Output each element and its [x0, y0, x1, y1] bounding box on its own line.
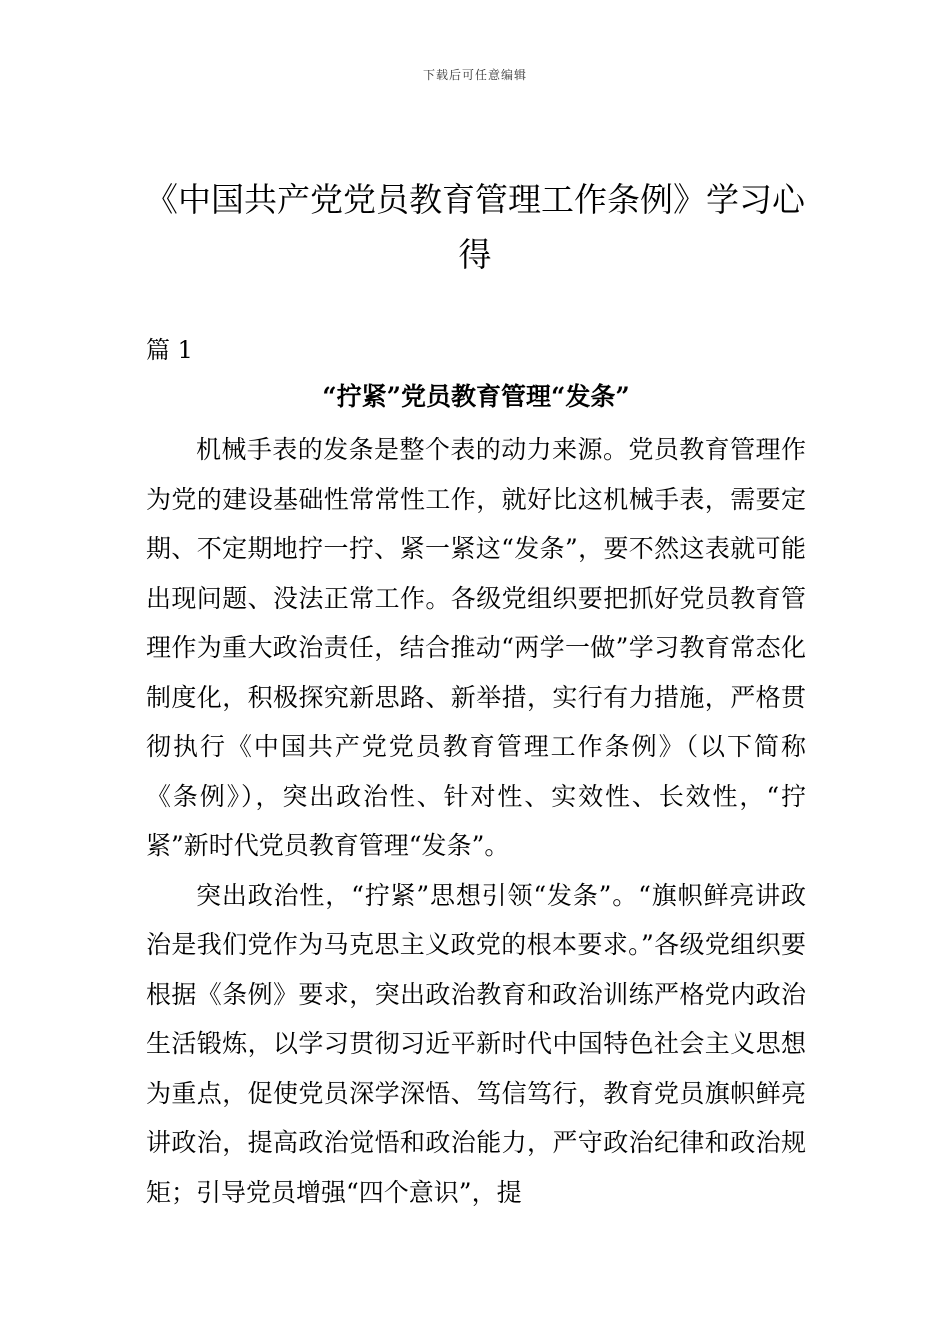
paragraph: 机械手表的发条是整个表的动力来源。党员教育管理作为党的建设基础性常常性工作，就好比这机械手表，需要定期、不定期地拧一拧、紧一紧这“发条”，要不然这表就可能出现问题、没法正常工作。各级党组织要把抓好党员教育管理作为重大政治责任，结合推动“两学一做”学习教育常态化制度化，积极探究新思路、新举措，实行有力措施，严格贯彻执行《中国共产党党员教育管理工作条例》（以下简称《条例》），突出政治性、针对性、实效性、长效性，“拧紧”新时代党员教育管理“发条”。 [146, 435, 806, 860]
header-note: 下载后可任意编辑 [422, 68, 527, 82]
paragraph: 突出政治性，“拧紧”思想引领“发条”。“旗帜鲜亮讲政治是我们党作为马克思主义政党的根本要求。”各级党组织要根据《条例》要求，突出政治教育和政治训练严格党内政治生活锻炼，以学习贯彻习近平新时代中国特色社会主义思想为重点，促使党员深学深悟、笃信笃行，教育党员旗帜鲜亮讲政治，提高政治觉悟和政治能力，严守政治纪律和政治规矩；引导党员增强“四个意识”，提 [146, 880, 806, 1207]
article-body [146, 425, 806, 1217]
document-title: 《中国共产党党员教育管理工作条例》学习心得 [145, 180, 805, 274]
article-subtitle: “拧紧”党员教育管理“发条” [322, 382, 630, 411]
section-label: 篇 1 [146, 336, 193, 364]
